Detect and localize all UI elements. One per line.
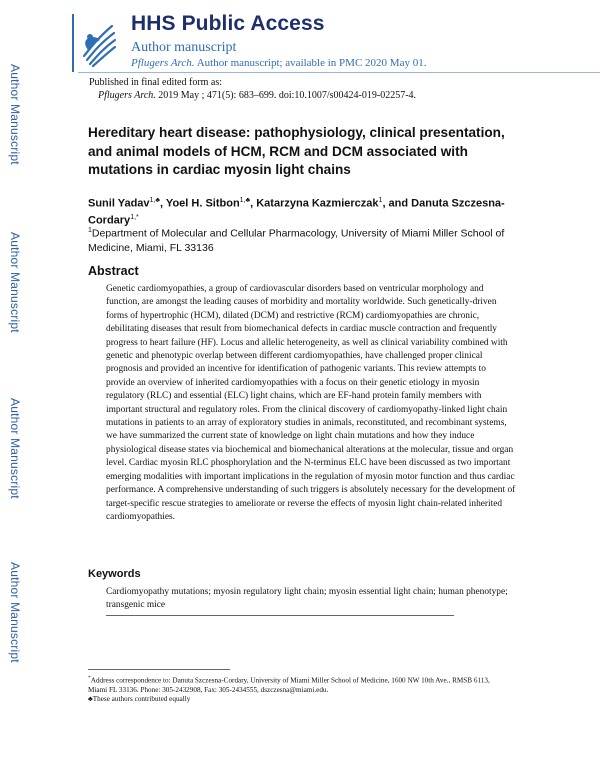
keywords-rule [106, 615, 454, 616]
footnote-star: * [88, 675, 91, 681]
access-title: HHS Public Access [131, 12, 325, 35]
footnote-club: ♣ [88, 695, 93, 704]
affiliation [88, 224, 508, 255]
correspondence-footnote [88, 674, 508, 695]
journal-availability [131, 57, 426, 69]
author-separator: , [250, 197, 257, 210]
affiliation-mark: 1 [88, 227, 92, 234]
side-label-4: Author Manuscript [8, 562, 22, 663]
author-name: Sunil Yadav [88, 197, 150, 210]
published-label: Published in final edited form as: [89, 77, 223, 88]
side-label-2: Author Manuscript [8, 232, 22, 333]
side-label-1: Author Manuscript [8, 64, 22, 165]
footnote-rule [88, 669, 230, 670]
abstract-text: Genetic cardiomyopathies, a group of cardiovascular disorders based on ventricular morphology and function, are amongst the leading causes of morbidity and mortality worldwide. Such genetically-driven forms of hypertrophic (HCM), dilated (DCM) and restrictive (RCM) cardiomyopathies are chronic, debilitating diseases that result from biomechanical defects in cardiac muscle contraction and frequently progress to heart failure (HF). Locus and allelic heterogeneity, as well as clinical variability combined with genetic and phenotypic overlap between different cardiomyopathies, have challenged proper clinical prognosis and provided an incentive for identification of pathogenic variants. This review attempts to provide an overview of inherited cardiomyopathies with a focus on their genetic etiology in myosin regulatory (RLC) and essential (ELC) light chains, which are EF-hand protein family members with important structural and regulatory roles. From the clinical discovery of cardiomyopathy-linked light chain mutations in patients to an array of exploratory studies in animals, reconstituted, and recombinant systems, we have summarized the current state of knowledge on light chain mutations and how they induce physiological disease states via biochemical and biomechanical alterations at the molecular, tissue and organ level. Cardiac myosin RLC phosphorylation and the N-terminus ELC have been discussed as two important emerging modalities with important implications in the regulation of myosin motor function and thus cardiac performance. A comprehensive understanding of such triggers is absolutely necessary for the development of target-specific rescue strategies to ameliorate or reverse the effects of myosin light chain-related inherited cardiomyopathies. [106, 284, 516, 522]
header-divider [72, 14, 74, 72]
paper-title: Hereditary heart disease: pathophysiology, clinical presentation, and animal models of HCM, RCM and DCM associated with mutations in cardiac myosin light chains [88, 125, 505, 177]
hhs-eagle-logo-icon [78, 16, 118, 68]
author-list [88, 194, 508, 227]
citation-details: 2019 May ; 471(5): 683–699. doi:10.1007/s00424-019-02257-4. [155, 90, 417, 101]
author-name: Danuta Szczesna-Cordary [88, 197, 505, 227]
footnotes [88, 674, 508, 705]
citation-journal: Pflugers Arch. [98, 90, 156, 101]
author-separator: , [160, 197, 166, 210]
author-mark: 1,* [130, 213, 139, 221]
author-separator: , and [382, 197, 412, 210]
author-name: Katarzyna Kazmierczak [256, 197, 379, 210]
journal-abbrev: Pflugers Arch. [131, 57, 195, 69]
affiliation-text: Department of Molecular and Cellular Pharmacology, University of Miami Miller School of Medicine, Miami, FL 33136 [88, 227, 505, 254]
keywords-text: Cardiomyopathy mutations; myosin regulatory light chain; myosin essential light chain; human phenotype; transgenic mice [106, 587, 508, 610]
manuscript-type: Author manuscript [131, 40, 237, 55]
side-label-3: Author Manuscript [8, 398, 22, 499]
keywords-heading: Keywords [88, 568, 141, 580]
citation [98, 90, 416, 101]
author-mark: 1,♣ [239, 197, 251, 204]
abstract-heading: Abstract [88, 264, 139, 278]
correspondence-text: Address correspondence to: Danuta Szczesna-Cordary, University of Miami Miller School of Medicine, 1600 NW 10th Ave., RMSB 6113, Miami FL 33136. Phone: 305-2432908, Fax: 305-2434555, dszczesna@miami.edu. [88, 676, 490, 694]
equal-contribution-text: These authors contributed equally [92, 695, 191, 704]
author-mark: 1 [378, 197, 383, 204]
availability-note: Author manuscript; available in PMC 2020 May 01. [194, 57, 427, 69]
author-mark: 1,♣ [149, 197, 160, 204]
equal-contribution-footnote [88, 695, 508, 705]
header-rule [78, 72, 600, 73]
author-name: Yoel H. Sitbon [165, 197, 240, 210]
